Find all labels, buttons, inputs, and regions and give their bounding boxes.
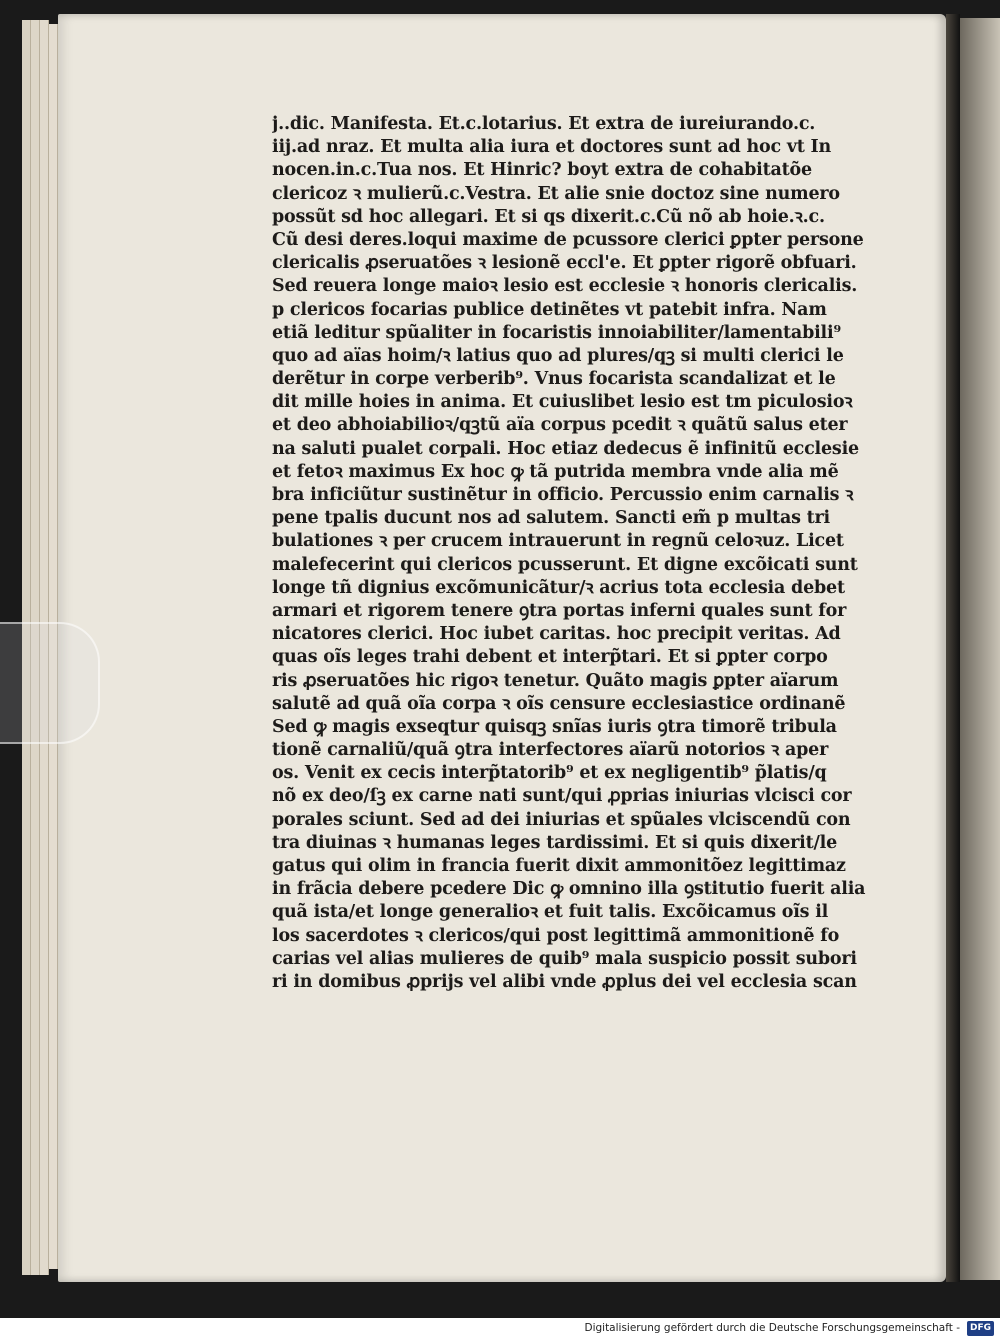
text-line: Sed ꝙ magis exseqtur quisqꝫ snĩas iuris ꝯtra timorẽ tribula — [272, 716, 837, 737]
text-line: in frãcia debere pcedere Dic ꝙ omnino illa ꝯstitutio fuerit alia — [272, 879, 866, 900]
text-line: ri in domibus ꝓprijs vel alibi vnde ꝓplus dei vel ecclesia scan — [272, 971, 857, 992]
text-line: nõ ex deo/ſꝫ ex carne nati sunt/qui ꝓprias iniurias vlcisci cor — [272, 786, 852, 807]
dfg-logo: DFG — [967, 1321, 994, 1336]
footer-bar — [0, 1318, 1000, 1340]
page-clip — [0, 622, 100, 744]
text-line: et deo abhoiabilioꝛ/qꝫtũ aïa corpus pcedit ꝛ quãtũ salus eter — [272, 415, 848, 436]
text-line: nocen.in.c.Tua nos. Et Hinric? boyt extra de cohabitatõe — [272, 160, 812, 181]
text-line: clericalis ꝓseruatões ꝛ lesionẽ eccl'e. Et ꝑpter rigorẽ obfuari. — [272, 253, 857, 274]
text-line: na saluti pualet corpali. Hoc etiaz dedecus ẽ infinitũ ecclesie — [272, 438, 859, 459]
text-line: Sed reuera longe maioꝛ lesio est ecclesie ꝛ honoris clericalis. — [272, 276, 858, 297]
text-line: dit mille hoies in anima. Et cuiuslibet lesio est tm piculosioꝛ — [272, 392, 853, 413]
text-line: j..dic. Manifesta. Et.c.lotarius. Et extra de iureiurando.c. — [272, 114, 816, 134]
text-line: tra diuinas ꝛ humanas leges tardissimi. Et si quis dixerit/le — [272, 832, 838, 853]
text-line: Cũ desi deres.loqui maxime de pcussore clerici ꝑpter persone — [272, 229, 864, 250]
funding-notice: Digitalisierung gefördert durch die Deutsche Forschungsgemeinschaft - — [584, 1322, 960, 1334]
text-line: derẽtur in corpe verberib⁹. Vnus focarista scandalizat et le — [272, 369, 836, 390]
text-line: pene tpalis ducunt nos ad salutem. Sancti em̃ p multas tri — [272, 508, 831, 529]
text-line: los sacerdotes ꝛ clericos/qui post legittimã ammonitionẽ fo — [272, 925, 840, 946]
text-line: p clericos focarias publice detinẽtes vt patebit infra. Nam — [272, 299, 827, 320]
text-line: gatus qui olim in francia fuerit dixit ammonitõez legittimaz — [272, 856, 846, 876]
text-column — [272, 113, 912, 994]
text-line: etiã leditur spũaliter in focaristis innoiabiliter/lamentabili⁹ — [272, 322, 841, 343]
text-line: tionẽ carnaliũ/quã ꝯtra interfectores aïarũ notorios ꝛ aper — [272, 740, 829, 761]
text-line: quã ista/et longe generalioꝛ et fuit talis. Excõicamus oĩs il — [272, 902, 829, 923]
text-line: quas oĩs leges trahi debent et interp̃tari. Et si ꝑpter corpo — [272, 647, 828, 668]
text-line: et fetoꝛ maximus Ex hoc ꝙ tã putrida membra vnde alia mẽ — [272, 461, 839, 482]
text-line: armari et rigorem tenere ꝯtra portas inferni quales sunt for — [272, 600, 847, 621]
text-line: clericoz ꝛ mulierũ.c.Vestra. Et alie snie doctoz sine numero — [272, 183, 840, 204]
text-line: ris ꝓseruatões hic rigoꝛ tenetur. Quãto magis ꝑpter aïarum — [272, 670, 839, 691]
text-line: malefecerint qui clericos pcusserunt. Et digne excõicati sunt — [272, 554, 858, 575]
facing-page-edge — [960, 18, 1000, 1280]
text-line: porales sciunt. Sed ad dei iniurias et spũales vlciscendũ con — [272, 809, 851, 830]
text-line: quo ad aïas hoim/ꝛ latius quo ad plures/qꝫ si multi clerici le — [272, 345, 844, 366]
text-line: possũt sd hoc allegari. Et si qs dixerit.c.Cũ nõ ab hoie.ꝛ.c. — [272, 206, 825, 227]
text-line: iij.ad nraz. Et multa alia iura et doctores sunt ad hoc vt In — [272, 137, 832, 158]
book-gutter — [946, 14, 960, 1282]
text-line: bulationes ꝛ per crucem intrauerunt in regnũ celoꝛuz. Licet — [272, 531, 844, 552]
text-line: carias vel alias mulieres de quib⁹ mala suspicio possit subori — [272, 948, 857, 969]
text-line: longe tñ dignius excõmunicãtur/ꝛ acrius tota ecclesia debet — [272, 577, 845, 598]
text-line: bra inficiũtur sustinẽtur in officio. Percussio enim carnalis ꝛ — [272, 485, 854, 505]
text-line: salutẽ ad quã oĩa corpa ꝛ oĩs censure ecclesiastice ordinanẽ — [272, 693, 846, 714]
text-line: nicatores clerici. Hoc iubet caritas. hoc precipit veritas. Ad — [272, 624, 841, 645]
text-line: os. Venit ex cecis interp̃tatorib⁹ et ex negligentib⁹ p̃latis/q — [272, 763, 827, 784]
